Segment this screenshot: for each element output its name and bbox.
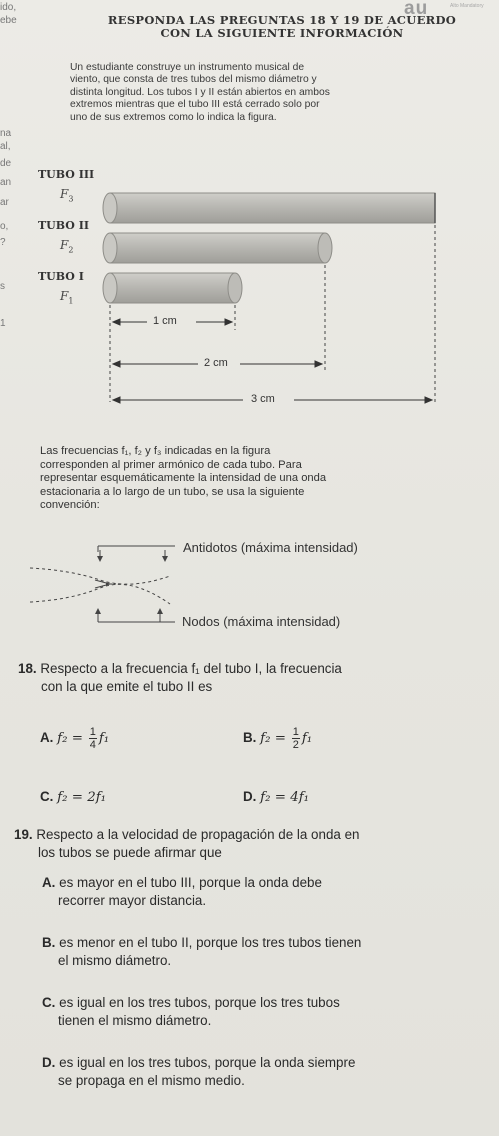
option-letter: B.	[42, 935, 56, 950]
option-letter: B.	[243, 730, 257, 746]
fraction	[292, 726, 300, 751]
numerator: 1	[292, 726, 299, 738]
option-rhs: f₁	[98, 731, 110, 747]
question-text: Respecto a la frecuencia f₁ del tubo I, la frecuencia	[40, 661, 342, 676]
measure-arrows	[113, 319, 432, 403]
option-text: es menor en el tubo II, porque los tres tubos tienen	[59, 935, 362, 950]
frequency-index: 2	[68, 245, 74, 255]
tube-iii-open-end	[103, 193, 117, 223]
tube-i-body	[110, 273, 235, 303]
question-text: con la que emite el tubo II es	[41, 679, 213, 694]
tube-i-left-end	[103, 273, 117, 303]
section-header-line: CON LA SIGUIENTE INFORMACIÓN	[160, 26, 404, 40]
tube-i-frequency	[60, 289, 73, 305]
logo-subtext: Alto Mandatory	[450, 3, 484, 9]
option-text: recorrer mayor distancia.	[58, 893, 207, 908]
edge-fragment: de	[0, 158, 12, 169]
option-letter: D.	[42, 1055, 56, 1070]
frequency-index: 1	[68, 296, 74, 306]
option-letter: C.	[40, 789, 54, 804]
option-text: tienen el mismo diámetro.	[58, 1013, 212, 1028]
q18-option-a[interactable]	[40, 726, 109, 751]
tube-ii-right-end	[318, 233, 332, 263]
edge-fragment: 1	[0, 318, 6, 329]
edge-fragment: al,	[0, 141, 11, 152]
option-text: f₂ = 2f₁	[57, 790, 107, 805]
q18-option-d[interactable]	[243, 789, 309, 805]
tube-iii-label: TUBO III	[38, 168, 95, 181]
frequency-symbol: F	[60, 187, 69, 201]
option-text: es igual en los tres tubos, porque los tres tubos	[59, 995, 340, 1010]
question-19	[14, 826, 492, 862]
edge-fragment: an	[0, 177, 12, 188]
tube-ii-left-end	[103, 233, 117, 263]
question-text: Respecto a la velocidad de propagación de la onda en	[36, 827, 360, 842]
option-lhs: f₂ =	[260, 731, 286, 747]
edge-fragment: s	[0, 281, 5, 292]
question-18	[18, 660, 492, 696]
q19-option-c[interactable]	[42, 994, 492, 1030]
intro-line: viento, que consta de tres tubos del mismo diámetro y	[70, 74, 317, 86]
edge-fragment: na	[0, 128, 12, 139]
convention-paragraph	[40, 445, 492, 513]
question-number: 19.	[14, 827, 33, 842]
body-line: Las frecuencias f₁, f₂ y f₃ indicadas en la figura	[40, 445, 271, 457]
edge-fragment: ar	[0, 197, 9, 208]
q18-option-c[interactable]	[40, 789, 106, 805]
measure-2cm: 2 cm	[204, 357, 228, 369]
q19-option-b[interactable]	[42, 934, 497, 970]
intro-line: Un estudiante construye un instrumento musical de	[70, 62, 305, 73]
body-line: convención:	[40, 499, 100, 512]
logo-mark: au	[404, 0, 429, 19]
tube-ii-frequency	[60, 238, 73, 254]
body-line: representar esquemáticamente la intensidad de una onda	[40, 472, 327, 485]
tube-i-right-end	[228, 273, 242, 303]
intro-line: distinta longitud. Los tubos I y II están abiertos en ambos	[70, 86, 330, 98]
q19-option-a[interactable]	[42, 874, 492, 910]
body-line: corresponden al primer armónico de cada tubo. Para	[40, 458, 302, 471]
legend-antinodes: Antidotos (máxima intensidad)	[183, 540, 358, 555]
q19-option-d[interactable]	[42, 1054, 492, 1090]
tube-iii-body	[110, 193, 435, 223]
edge-fragment: ?	[0, 237, 6, 248]
frequency-symbol: F	[60, 289, 69, 303]
option-lhs: f₂ =	[57, 731, 83, 747]
measure-1cm: 1 cm	[153, 315, 177, 327]
edge-fragment: ebe	[0, 15, 17, 26]
option-text: f₂ = 4f₁	[260, 790, 310, 805]
tube-i-label: TUBO I	[38, 270, 84, 283]
option-text: es mayor en el tubo III, porque la onda debe	[59, 875, 322, 890]
denominator: 2	[292, 739, 299, 751]
measure-3cm: 3 cm	[251, 393, 275, 405]
tube-ii-label: TUBO II	[38, 219, 89, 232]
frequency-index: 3	[68, 194, 74, 204]
tube-i	[103, 273, 242, 303]
question-number: 18.	[18, 661, 37, 676]
option-text: el mismo diámetro.	[58, 953, 172, 968]
numerator: 1	[89, 726, 96, 738]
edge-fragment: ido,	[0, 2, 17, 13]
option-letter: C.	[42, 995, 56, 1010]
section-header-line: RESPONDA LAS PREGUNTAS 18 Y 19 DE ACUERDO	[107, 13, 457, 27]
tube-iii	[103, 193, 435, 223]
frequency-symbol: F	[60, 238, 69, 252]
legend-nodes: Nodos (máxima intensidad)	[182, 614, 341, 629]
tube-ii-body	[110, 233, 325, 263]
option-text: se propaga en el mismo medio.	[58, 1073, 245, 1088]
tube-ii	[103, 233, 332, 263]
question-text: los tubos se puede afirmar que	[38, 845, 222, 860]
option-letter: A.	[40, 730, 54, 746]
option-letter: D.	[243, 789, 257, 804]
edge-fragment: o,	[0, 221, 9, 232]
body-line: estacionaria a lo largo de un tubo, se usa la siguiente	[40, 485, 305, 498]
denominator: 4	[89, 739, 96, 751]
tube-iii-frequency	[60, 187, 73, 203]
q18-option-b[interactable]	[243, 726, 312, 751]
intro-line: uno de sus extremos como lo indica la figura.	[70, 111, 277, 123]
option-rhs: f₁	[301, 731, 313, 747]
option-text: es igual en los tres tubos, porque la onda siempre	[59, 1055, 356, 1070]
intro-line: extremos mientras que el tubo III está cerrado solo por	[70, 99, 320, 111]
fraction	[89, 726, 97, 751]
option-letter: A.	[42, 875, 56, 890]
